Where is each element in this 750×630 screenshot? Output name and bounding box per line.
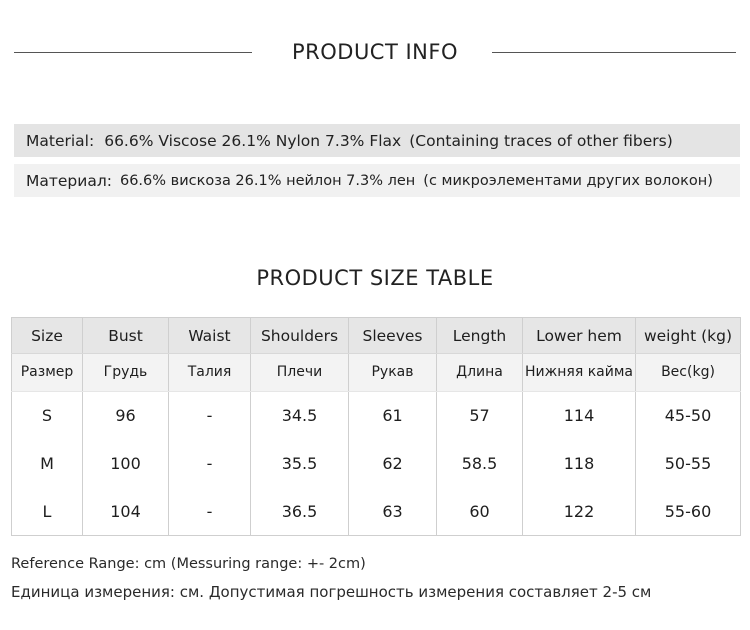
table-row (12, 440, 741, 488)
table-cell: 62 (349, 440, 437, 488)
col-header-lower-hem: Lower hem (523, 318, 636, 354)
col-header-sleeves: Sleeves (349, 318, 437, 354)
table-cell: 60 (437, 488, 523, 536)
table-cell: 61 (349, 392, 437, 440)
table-cell: - (169, 392, 251, 440)
material-note-ru: (с микроэлементами других волокон) (423, 172, 713, 189)
header-rule-right (492, 52, 736, 53)
table-row (12, 488, 741, 536)
col-header-bust-ru: Грудь (83, 354, 169, 392)
table-cell: 104 (83, 488, 169, 536)
table-cell: 58.5 (437, 440, 523, 488)
table-cell: 114 (523, 392, 636, 440)
col-header-shoulders-ru: Плечи (251, 354, 349, 392)
table-row (12, 392, 741, 440)
material-row-en (14, 124, 740, 157)
col-header-shoulders: Shoulders (251, 318, 349, 354)
size-table (11, 317, 741, 536)
col-header-bust: Bust (83, 318, 169, 354)
table-cell: 34.5 (251, 392, 349, 440)
table-cell: M (12, 440, 83, 488)
col-header-lower-hem-ru: Нижняя кайма (523, 354, 636, 392)
table-cell: 36.5 (251, 488, 349, 536)
product-info-header (0, 32, 750, 72)
table-cell: 96 (83, 392, 169, 440)
col-header-length: Length (437, 318, 523, 354)
reference-note-ru: Единица измерения: см. Допустимая погрешность измерения составляет 2-5 см (11, 583, 652, 601)
material-value-ru: 66.6% вискоза 26.1% нейлон 7.3% лен (119, 172, 416, 189)
col-header-waist-ru: Талия (169, 354, 251, 392)
reference-note-en: Reference Range: cm (Messuring range: +- 2cm) (11, 556, 366, 572)
table-cell: 55-60 (636, 488, 741, 536)
table-cell: 118 (523, 440, 636, 488)
col-header-weight-ru: Вес(kg) (636, 354, 741, 392)
table-cell: L (12, 488, 83, 536)
col-header-waist: Waist (169, 318, 251, 354)
table-cell: 122 (523, 488, 636, 536)
col-header-size: Size (12, 318, 83, 354)
material-value-en: 66.6% Viscose 26.1% Nylon 7.3% Flax (104, 131, 402, 150)
table-cell: 45-50 (636, 392, 741, 440)
material-note-en: (Containing traces of other fibers) (409, 131, 673, 150)
table-cell: 100 (83, 440, 169, 488)
col-header-size-ru: Размер (12, 354, 83, 392)
table-cell: - (169, 488, 251, 536)
material-label-ru: Материал: (26, 171, 112, 190)
table-cell: S (12, 392, 83, 440)
col-header-sleeves-ru: Рукав (349, 354, 437, 392)
table-cell: 35.5 (251, 440, 349, 488)
material-label-en: Material: (26, 131, 95, 150)
header-row-ru (12, 354, 741, 392)
material-row-ru (14, 164, 740, 197)
size-table-header (0, 258, 750, 298)
table-cell: 57 (437, 392, 523, 440)
size-table-title: PRODUCT SIZE TABLE (256, 266, 494, 290)
product-info-title: PRODUCT INFO (291, 40, 458, 64)
table-cell: 63 (349, 488, 437, 536)
header-row-en (12, 318, 741, 354)
col-header-weight: weight (kg) (636, 318, 741, 354)
table-cell: - (169, 440, 251, 488)
table-cell: 50-55 (636, 440, 741, 488)
col-header-length-ru: Длина (437, 354, 523, 392)
